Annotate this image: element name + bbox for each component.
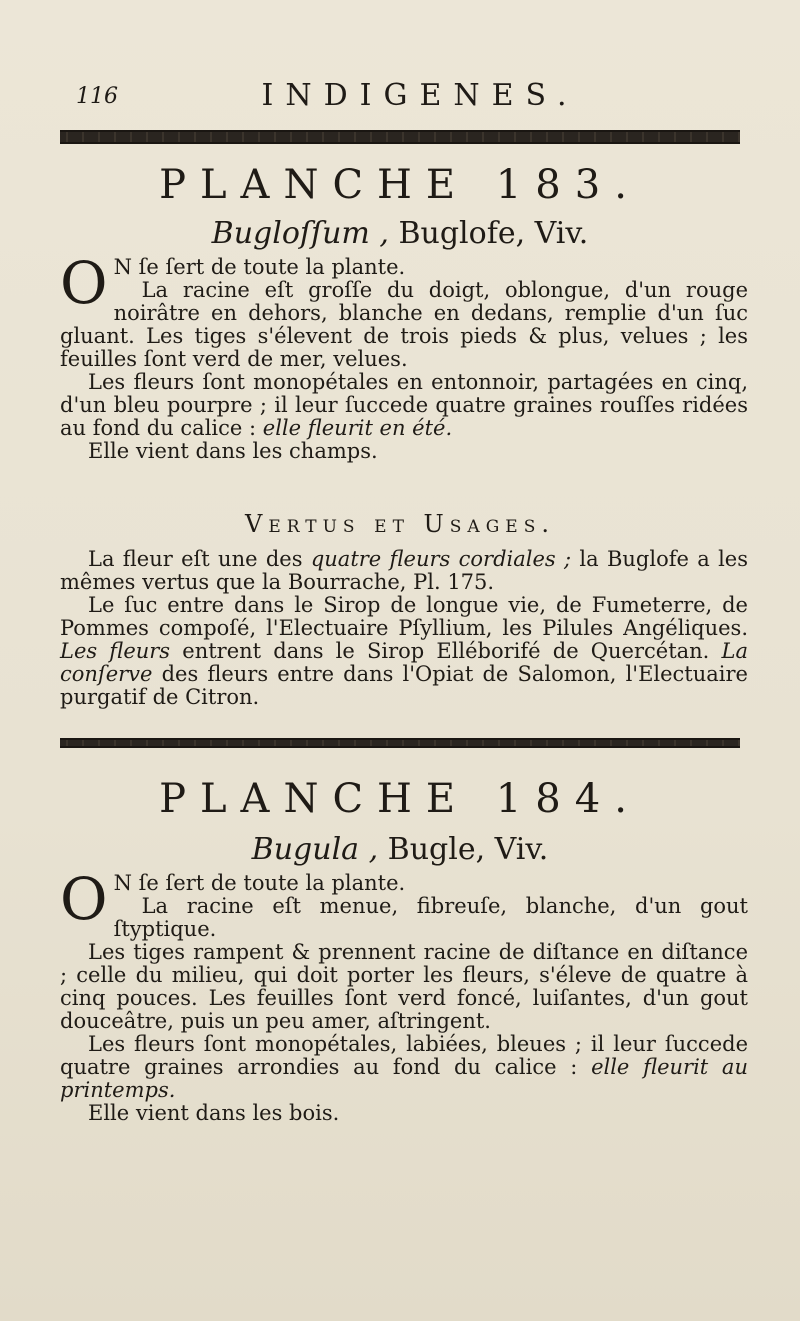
- paragraph: [60, 594, 748, 709]
- plate-184-title: PLANCHE 184.: [159, 776, 641, 822]
- plate-183-common-name: Buglofe, Viv.: [388, 216, 589, 251]
- ornamental-rule-middle: [60, 738, 740, 748]
- ornamental-rule-top: [60, 130, 740, 144]
- plate-184-description: [60, 865, 748, 1125]
- page-number: 116: [76, 84, 118, 109]
- paragraph-text: des fleurs entre dans l'Opiat de Salomon, l'Electuaire purgatif de Citron.: [60, 662, 748, 709]
- plate-183-subtitle: [0, 216, 800, 251]
- paragraph: [60, 548, 748, 594]
- italic-text: Les fleurs: [60, 639, 171, 663]
- paragraph: [60, 895, 748, 941]
- paragraph-text: entrent dans le Sirop Elléborifé de Quercétan.: [182, 639, 710, 663]
- section-heading-vertus: Vertus et Usages.: [245, 510, 555, 538]
- paragraph-text: Les fleurs ſont monopétales en entonnoir, partagées en cinq, d'un bleu pourpre ; il leur ſuccede quatre graines rouſſes ridées au fond du calice :: [60, 370, 748, 440]
- paragraph: [60, 371, 748, 440]
- paragraph-text: Les fleurs ſont monopétales, labiées, bleues ; il leur ſuccede quatre graines arrondies au fond du calice :: [60, 1032, 748, 1079]
- plate-183-uses: [60, 548, 748, 709]
- italic-text: quatre fleurs cordiales ;: [310, 547, 572, 571]
- paragraph-text: la Buglofe a les mêmes vertus que la Bourrache, Pl. 175.: [60, 547, 748, 594]
- italic-text: elle fleurit au printemps.: [60, 1055, 748, 1102]
- paragraph: [60, 440, 748, 463]
- paragraph-text: Le ſuc entre dans le Sirop de longue vie, de Fumeterre, de Pommes compoſé, l'Electuaire Pſyllium, les Pilules Angéliques.: [60, 593, 748, 640]
- drop-cap: O: [60, 249, 108, 317]
- paragraph-text: N ſe ſert de toute la plante.: [113, 871, 406, 895]
- plate-184-common-name: Bugle, Viv.: [378, 832, 549, 867]
- paragraph-text: Les tiges rampent & prennent racine de diſtance en diſtance ; celle du milieu, qui doit porter les fleurs, s'éleve de quatre à cinq pouces. Les feuilles ſont verd foncé, luiſantes, d'un gout douceâtre, puis un peu amer, aſtringent.: [60, 940, 748, 1033]
- paragraph: [60, 1033, 748, 1102]
- plate-184-latin-name: Bugula ,: [251, 832, 379, 867]
- paragraph-text: La racine eſt menue, fibreuſe, blanche, d'un gout ſtyptique.: [113, 894, 748, 941]
- plate-184-subtitle: [0, 832, 800, 867]
- paragraph-text: Elle vient dans les champs.: [88, 439, 378, 463]
- plate-183-title: PLANCHE 183.: [159, 162, 641, 208]
- running-title: INDIGENES.: [261, 78, 579, 113]
- paragraph: [60, 279, 748, 371]
- paragraph-text: La racine eſt groſſe du doigt, oblongue, d'un rouge noirâtre en dehors, blanche en dedans, remplie d'un ſuc gluant. Les tiges s'élevent de trois pieds & plus, velues ; les feuilles ſont verd de mer, velues.: [60, 278, 748, 371]
- paragraph-text: N ſe ſert de toute la plante.: [113, 255, 406, 279]
- paragraph: [60, 941, 748, 1033]
- paragraph: [60, 249, 748, 317]
- italic-text: La conſerve: [60, 639, 748, 686]
- running-head: [0, 78, 800, 118]
- paragraph: [60, 1102, 748, 1125]
- plate-183-latin-name: Bugloſſum ,: [211, 216, 389, 251]
- plate-183-description: [60, 249, 748, 463]
- drop-cap: O: [60, 865, 108, 933]
- italic-text: elle fleurit en été.: [262, 416, 453, 440]
- paragraph-text: La fleur eſt une des: [88, 547, 303, 571]
- paragraph-text: Elle vient dans les bois.: [88, 1101, 340, 1125]
